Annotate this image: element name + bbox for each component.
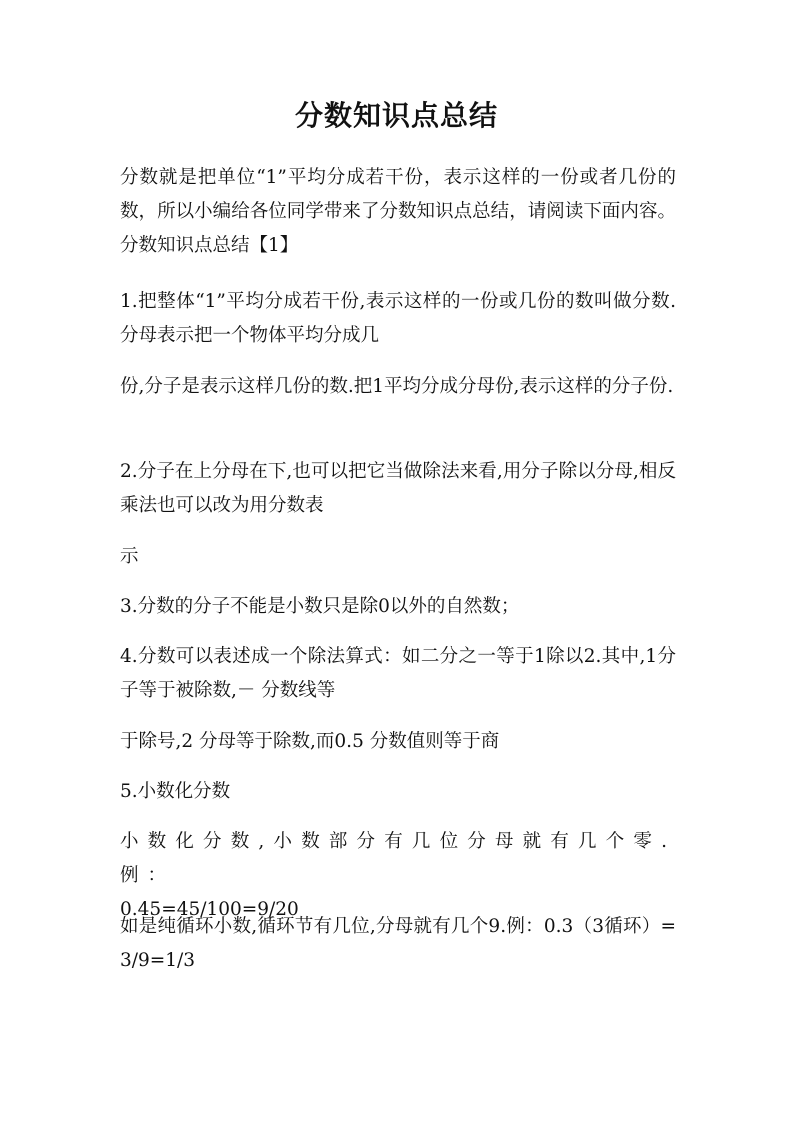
paragraph-point-4b: 于除号,2 分母等于除数,而0.5 分数值则等于商 bbox=[120, 731, 500, 752]
document-title: 分数知识点总结 bbox=[294, 99, 498, 132]
paragraph-point-3: 3.分数的分子不能是小数只是除0以外的自然数； bbox=[120, 596, 520, 617]
paragraph-intro: 分数就是把单位“1”平均分成若干份，表示这样的一份或者几份的数，所以小编给各位同学带来了分数知识点总结，请阅读下面内容。分数知识点总结【1】 bbox=[120, 167, 676, 256]
paragraph-point-1a: 1.把整体“1”平均分成若干份,表示这样的一份或几份的数叫做分数.分母表示把一个物体平均分成几 bbox=[120, 291, 676, 346]
rule-example: 0.45=45/100=9/20 bbox=[120, 899, 299, 920]
paragraph-point-2b: 示 bbox=[120, 546, 139, 567]
paragraph-point-1b: 份,分子是表示这样几份的数.把1平均分成分母份,表示这样的分子份. bbox=[120, 376, 674, 397]
rule-text: 小数化分数,小数部分有几位分母就有几个零.例： bbox=[120, 831, 676, 886]
paragraph-point-2a: 2.分子在上分母在下,也可以把它当做除法来看,用分子除以分母,相反乘法也可以改为用分数表 bbox=[120, 461, 676, 516]
paragraph-point-5-heading: 5.小数化分数 bbox=[120, 781, 231, 802]
paragraph-point-4a: 4.分数可以表述成一个除法算式：如二分之一等于1除以2.其中,1分子等于被除数,－ 分数线等 bbox=[120, 646, 676, 701]
paragraph-point-5-repeating: 如是纯循环小数,循环节有几位,分母就有几个9.例：0.3（3循环）=3/9=1/3 bbox=[120, 916, 676, 971]
